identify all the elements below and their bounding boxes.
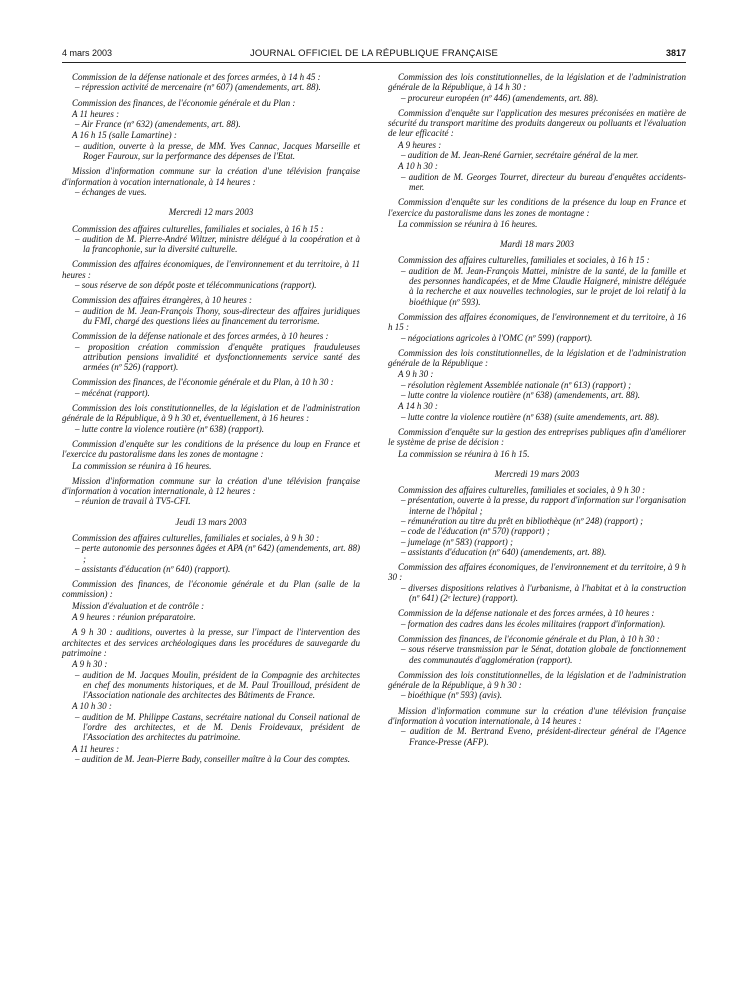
agenda-item: – répression activité de mercenaire (nº 607) (amendements, art. 88).	[75, 82, 321, 93]
session-heading: Commission d'enquête sur les conditions de la présence du loup en France et l'exercice du pastoralisme dans les zones de montagne :	[62, 438, 360, 460]
session-heading: Commission des affaires culturelles, familiales et sociales, à 16 h 15 :	[398, 255, 650, 266]
time-slot: A 10 h 30 :	[72, 701, 112, 712]
day-heading: Mercredi 19 mars 2003	[494, 468, 580, 479]
time-slot: Mission d'évaluation et de contrôle :	[72, 600, 205, 611]
session-heading: Commission d'enquête sur les conditions de la présence du loup en France et l'exercice du pastoralisme dans les zones de montagne :	[388, 197, 686, 218]
agenda-item: – lutte contre la violence routière (nº 638) (amendements, art. 88).	[401, 390, 640, 401]
agenda-item: – négociations agricoles à l'OMC (nº 599) (rapport).	[401, 332, 593, 343]
session-heading: Commission des lois constitutionnelles, de la législation et de l'administration générale de la République, à 14 h 30 :	[388, 72, 686, 93]
agenda-item: – procureur européen (nº 446) (amendements, art. 88).	[401, 92, 599, 103]
session-heading: Commission des affaires culturelles, familiales et sociales, à 9 h 30 :	[72, 532, 320, 543]
agenda-item: – résolution règlement Assemblée nationale (nº 613) (rapport) ;	[401, 379, 632, 390]
day-heading: Jeudi 13 mars 2003	[175, 516, 247, 527]
time-slot: A 10 h 30 :	[398, 161, 438, 172]
left-column	[62, 72, 360, 764]
time-slot: A 9 h 30 :	[398, 369, 434, 380]
time-slot: A 9 heures :	[398, 139, 442, 150]
agenda-item: – assistants d'éducation (nº 640) (rapport).	[75, 563, 231, 574]
day-heading: Mercredi 12 mars 2003	[168, 207, 254, 218]
agenda-item: – lutte contre la violence routière (nº 638) (suite amendements, art. 88).	[401, 411, 660, 422]
agenda-item: – bioéthique (nº 593) (avis).	[401, 690, 503, 701]
session-heading: Commission de la défense nationale et des forces armées, à 10 heures :	[398, 608, 655, 619]
session-heading: Commission des affaires économiques, de l'environnement et du territoire, à 9 h 30 :	[388, 562, 686, 583]
header-journal-title: JOURNAL OFFICIEL DE LA RÉPUBLIQUE FRANÇAISE	[249, 48, 499, 59]
agenda-item: – proposition création commission d'enquête pratiques frauduleuses attribution pensions invalidité et dysfonctionnements service santé des armées (nº 526) (rapport).	[75, 341, 360, 373]
agenda-item: – échanges de vues.	[75, 186, 147, 197]
agenda-item: – audition de M. Jean-François Thony, sous-directeur des affaires juridiques du FMI, chargé des questions liées au financement du terrorisme.	[75, 305, 360, 326]
session-heading: Commission des affaires économiques, de l'environnement et du territoire, à 16 h 15 :	[388, 311, 686, 333]
agenda-item: – lutte contre la violence routière (nº 638) (rapport).	[75, 423, 264, 434]
session-heading: Commission des finances, de l'économie générale et du Plan, à 10 h 30 :	[398, 633, 660, 644]
session-heading: Mission d'information commune sur la création d'une télévision française d'information à vocation internationale, à 12 heures :	[62, 475, 360, 497]
agenda-item: – audition de M. Jean-Pierre Bady, conseiller maître à la Cour des comptes.	[75, 753, 351, 764]
session-heading: Commission de la défense nationale et des forces armées, à 14 h 45 :	[72, 72, 321, 82]
day-heading: Mardi 18 mars 2003	[500, 239, 574, 250]
session-heading: Commission des lois constitutionnelles, de la législation et de l'administration générale de la République :	[388, 347, 686, 369]
session-heading: Commission d'enquête sur la gestion des entreprises publiques afin d'améliorer le système de prise de décision :	[388, 426, 686, 448]
session-note: La commission se réunira à 16 h 15.	[398, 448, 530, 459]
session-note: La commission se réunira à 16 heures.	[72, 460, 212, 471]
header-rule	[62, 62, 686, 63]
time-slot: A 11 heures :	[72, 743, 120, 754]
session-heading: Commission de la défense nationale et des forces armées, à 10 heures :	[72, 331, 329, 342]
agenda-item: – réunion de travail à TV5-CFI.	[75, 496, 191, 507]
header-date: 4 mars 2003	[62, 48, 113, 58]
session-heading: Commission des affaires économiques, de l'environnement et du territoire, à 11 heures :	[62, 259, 360, 280]
session-heading: Commission des finances, de l'économie générale et du Plan, à 10 h 30 :	[72, 377, 334, 388]
agenda-item: – sous réserve transmission par le Sénat, dotation globale de fonctionnement des communautés d'agglomération (rapport).	[401, 644, 686, 665]
agenda-item: – mécénat (rapport).	[75, 387, 150, 398]
session-heading: Commission des affaires étrangères, à 10 heures :	[72, 295, 252, 306]
agenda-item: – audition de M. Jean-René Garnier, secrétaire général de la mer.	[401, 150, 639, 161]
agenda-item: – audition de M. Jean-François Mattei, ministre de la santé, de la famille et des personnes handicapées, et de Mme Claudie Haigneré, ministre déléguée à la recherche et aux nouvelles technologies, sur le projet de loi relatif à la bioéthique (nº 593).	[401, 265, 686, 307]
agenda-item: – formation des cadres dans les écoles militaires (rapport d'information).	[401, 618, 666, 629]
agenda-item: – rémunération au titre du prêt en bibliothèque (nº 248) (rapport) ;	[401, 515, 644, 526]
agenda-item: – diverses dispositions relatives à l'urbanisme, à l'habitat et à la construction (nº 641) (2ᵉ lecture) (rapport).	[401, 582, 686, 604]
page-header	[62, 48, 686, 62]
agenda-item: – présentation, ouverte à la presse, du rapport d'information sur l'organisation interne de l'hôpital ;	[401, 495, 686, 516]
session-heading: Commission des affaires culturelles, familiales et sociales, à 9 h 30 :	[398, 485, 646, 496]
session-heading: Commission des finances, de l'économie générale et du Plan :	[72, 97, 296, 108]
agenda-item: – audition de M. Jacques Moulin, président de la Compagnie des architectes en chef des monuments historiques, et de M. Paul Trouilloud, président de l'Association nationale des architectes des Bâtiments de France.	[75, 669, 360, 701]
agenda-item: – audition de M. Georges Tourret, directeur du bureau d'enquêtes accidents-mer.	[401, 171, 686, 192]
session-heading: Commission des lois constitutionnelles, de la législation et de l'administration générale de la République, à 9 h 30 et, éventuellement, à 16 heures :	[62, 403, 360, 424]
time-slot: A 14 h 30 :	[398, 401, 438, 412]
agenda-item: – audition de M. Pierre-André Wiltzer, ministre délégué à la coopération et à la francophonie, sur la diversité culturelle.	[75, 233, 360, 255]
agenda-item: – perte autonomie des personnes âgées et APA (nº 642) (amendements, art. 88) ;	[75, 543, 360, 564]
time-slot: A 11 heures :	[72, 108, 120, 119]
agenda-item: – audition de M. Bertrand Eveno, président-directeur général de l'Agence France-Presse (AFP).	[401, 726, 686, 747]
agenda-item: – assistants d'éducation (nº 640) (amendements, art. 88).	[401, 546, 607, 557]
session-heading: Commission des lois constitutionnelles, de la législation et de l'administration générale de la République, à 9 h 30 :	[388, 669, 686, 691]
agenda-item: – audition de M. Philippe Castans, secrétaire national du Conseil national de l'ordre des architectes, et de M. Denis Froidevaux, président de l'Association des architectes du patrimoine.	[75, 711, 360, 743]
right-column	[388, 72, 686, 747]
session-heading: Commission des finances, de l'économie générale et du Plan (salle de la commission) :	[62, 579, 360, 600]
session-heading: Mission d'information commune sur la création d'une télévision française d'information à vocation internationale, à 14 heures :	[62, 166, 360, 187]
time-slot: A 9 h 30 :	[72, 659, 108, 670]
time-slot: A 9 heures : réunion préparatoire.	[72, 612, 196, 623]
session-note: La commission se réunira à 16 heures.	[398, 218, 538, 229]
agenda-item: – code de l'éducation (nº 570) (rapport) ;	[401, 526, 550, 537]
session-heading: Mission d'information commune sur la création d'une télévision française d'information à vocation internationale, à 14 heures :	[388, 705, 686, 727]
agenda-item: – jumelage (nº 583) (rapport) ;	[401, 536, 514, 547]
agenda-item: – Air France (nº 632) (amendements, art. 88).	[75, 119, 241, 130]
session-heading: Commission d'enquête sur l'application des mesures préconisées en matière de sécurité du transport maritime des produits dangereux ou polluants et l'évaluation de leur efficacité :	[388, 107, 686, 139]
header-page-number: 3817	[665, 48, 686, 58]
agenda-item: – sous réserve de son dépôt poste et télécommunications (rapport).	[75, 280, 317, 291]
time-slot: A 16 h 15 (salle Lamartine) :	[72, 130, 177, 141]
session-heading: A 9 h 30 : auditions, ouvertes à la presse, sur l'impact de l'intervention des architectes et des services archéologiques dans les procédures de sauvegarde du patrimoine :	[62, 627, 360, 658]
agenda-item: – audition, ouverte à la presse, de MM. Yves Cannac, Jacques Marseille et Roger Fauroux, sur la performance des dépenses de l'Etat.	[75, 140, 360, 162]
session-heading: Commission des affaires culturelles, familiales et sociales, à 16 h 15 :	[72, 223, 324, 234]
